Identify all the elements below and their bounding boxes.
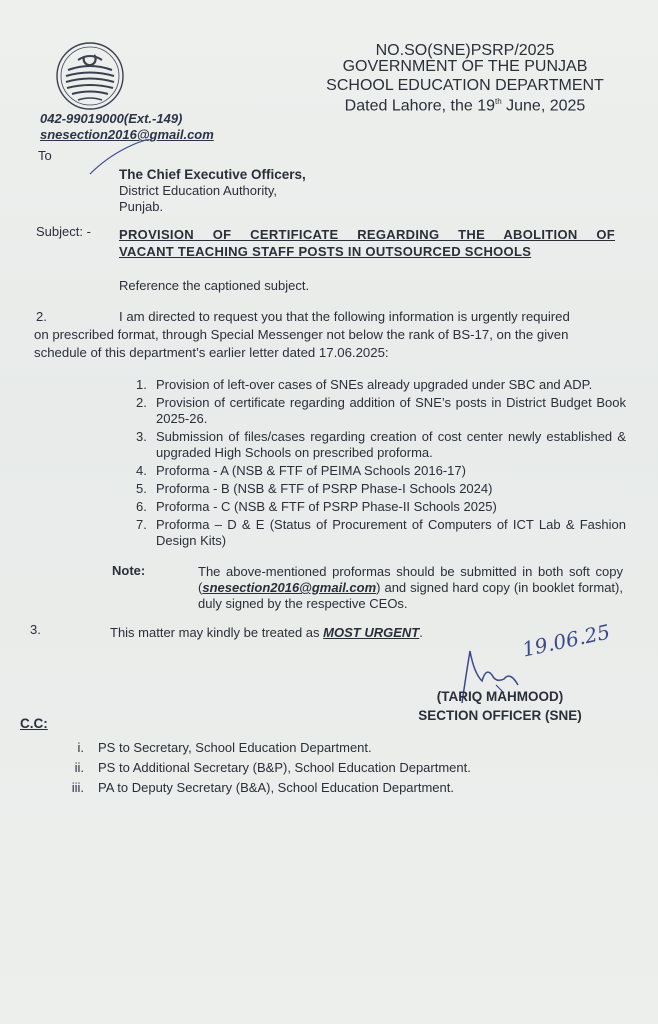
list-item: 3. Submission of files/cases regarding creation of cost center newly established & upgraded High Schools on prescribed proforma. <box>136 429 626 460</box>
note-email-link[interactable]: snesection2016@gmail.com <box>202 580 377 595</box>
most-urgent-emphasis: MOST URGENT <box>323 625 420 640</box>
note-text: The above-mentioned proformas should be submitted in both soft copy (snesection2016@gmail.com) and signed hard copy (in booklet format), duly signed by the respective CEOs. <box>198 564 623 611</box>
list-item: 1. Provision of left-over cases of SNEs already upgraded under SBC and ADP. <box>136 377 593 392</box>
list-item: 7. Proforma – D & E (Status of Procurement of Computers of ICT Lab & Fashion Design Kits) <box>136 517 626 548</box>
department-title: SCHOOL EDUCATION DEPARTMENT <box>326 77 604 94</box>
subject-line-1: PROVISION OF CERTIFICATE REGARDING THE ABOLITION OF <box>119 227 615 242</box>
government-title: GOVERNMENT OF THE PUNJAB <box>342 58 588 75</box>
requirements-list <box>136 377 626 551</box>
addressee-block <box>119 167 306 215</box>
para-2-number: 2. <box>36 309 47 324</box>
list-item: 2. Provision of certificate regarding addition of SNE’s posts in District Budget Book 2025-26. <box>136 395 626 426</box>
list-item: 4. Proforma - A (NSB & FTF of PEIMA Schools 2016-17) <box>136 463 466 478</box>
addressee-title: The Chief Executive Officers, <box>119 167 306 182</box>
para-3-text: This matter may kindly be treated as MOST URGENT. <box>110 625 423 640</box>
para-2-line-1: I am directed to request you that the following information is urgently required <box>119 309 570 324</box>
cc-item: iii. PA to Deputy Secretary (B&A), School Education Department. <box>71 780 454 795</box>
addressee-line-2: District Education Authority, <box>119 183 277 198</box>
subject-label: Subject: - <box>36 224 91 239</box>
cc-label: C.C: <box>20 716 48 731</box>
reference-number: NO.SO(SNE)PSRP/2025 <box>375 42 555 59</box>
letter-date: Dated Lahore, the 19th June, 2025 <box>344 97 586 115</box>
contact-phone: 042-99019000(Ext.-149) <box>40 111 183 126</box>
officer-name: (TARIQ MAHMOOD) <box>436 689 564 704</box>
addressee-line-3: Punjab. <box>119 199 164 214</box>
contact-email[interactable]: snesection2016@gmail.com <box>40 127 214 142</box>
para-3-number: 3. <box>30 622 41 637</box>
note-label: Note: <box>112 563 146 578</box>
handwritten-date: 19.06.25 <box>520 619 613 662</box>
subject-line-2: VACANT TEACHING STAFF POSTS IN OUTSOURCED SCHOOLS <box>119 244 532 259</box>
cc-item: ii. PS to Additional Secretary (B&P), School Education Department. <box>74 760 471 775</box>
para-2-line-2: on prescribed format, through Special Messenger not below the rank of BS-17, on the given <box>34 327 569 342</box>
cc-item: i. PS to Secretary, School Education Department. <box>77 740 372 755</box>
officer-designation: SECTION OFFICER (SNE) <box>418 708 582 723</box>
punjab-emblem-icon <box>54 40 126 112</box>
list-item: 6. Proforma - C (NSB & FTF of PSRP Phase-II Schools 2025) <box>136 499 497 514</box>
reference-text: Reference the captioned subject. <box>119 278 310 293</box>
to-label: To <box>38 148 52 163</box>
para-2-line-3: schedule of this department’s earlier letter dated 17.06.2025: <box>34 345 389 360</box>
list-item: 5. Proforma - B (NSB & FTF of PSRP Phase-I Schools 2024) <box>136 481 493 496</box>
